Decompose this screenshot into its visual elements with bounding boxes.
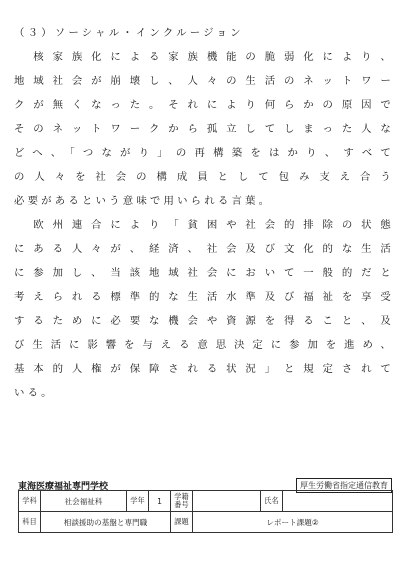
department-value: 社会福祉科 [41, 491, 127, 512]
essay-line: そのネットワークから孤立してしまった人な [14, 123, 394, 135]
year-value: 1 [149, 491, 171, 512]
student-info-table [18, 490, 393, 533]
student-number-field[interactable] [193, 491, 260, 511]
subject-label: 科目 [19, 512, 41, 533]
essay-line: 考えられる標準的な生活水準及び福祉を享受 [14, 291, 394, 303]
assignment-value: レポート課題② [193, 512, 393, 533]
year-label: 学年 [127, 491, 149, 512]
essay-line: いる。 [14, 387, 55, 399]
essay-line: の人々を社会の構成員として包み支え合う [14, 171, 394, 183]
essay-line: 必要があるという意味で用いられる言葉。 [14, 195, 273, 207]
essay-line: 欧州連合により「貧困や社会的排除の状態 [14, 219, 394, 231]
student-number-cell [193, 491, 261, 512]
essay-line: にある人々が、経済、社会及び文化的な生活 [14, 243, 394, 255]
essay-line: 核家族化による家族機能の脆弱化により、 [14, 51, 394, 63]
essay-line: び生活に影響を与える意思決定に参加を進め、 [14, 339, 394, 351]
essay-line: どへ、「つながり」の再構築をはかり、すべて [14, 147, 394, 159]
essay-line: に参加し、当該地域社会において一般的だと [14, 267, 394, 279]
name-label: 氏名 [261, 491, 283, 512]
name-cell [283, 491, 393, 512]
essay-line: クが無くなった。それにより何らかの原因で [14, 99, 394, 111]
table-row [19, 512, 393, 533]
essay-line: するために必要な機会や資源を得ること、及 [14, 315, 394, 327]
subject-value: 相談援助の基盤と専門職 [41, 512, 171, 533]
section-heading: （３）ソーシャル・インクルージョン [14, 27, 244, 39]
table-row [19, 491, 393, 512]
accreditation-badge: 厚生労働省指定通信教育 [296, 478, 392, 493]
name-field[interactable] [283, 491, 392, 511]
essay-line: 基本的人権が保障される状況」と規定されて [14, 363, 394, 375]
student-number-label: 学籍番号 [171, 491, 193, 512]
essay-line: 地域社会が崩壊し、人々の生活のネットワー [14, 75, 394, 87]
school-name: 東海医療福祉専門学校 [18, 482, 109, 492]
department-label: 学科 [19, 491, 41, 512]
assignment-label: 課題 [171, 512, 193, 533]
